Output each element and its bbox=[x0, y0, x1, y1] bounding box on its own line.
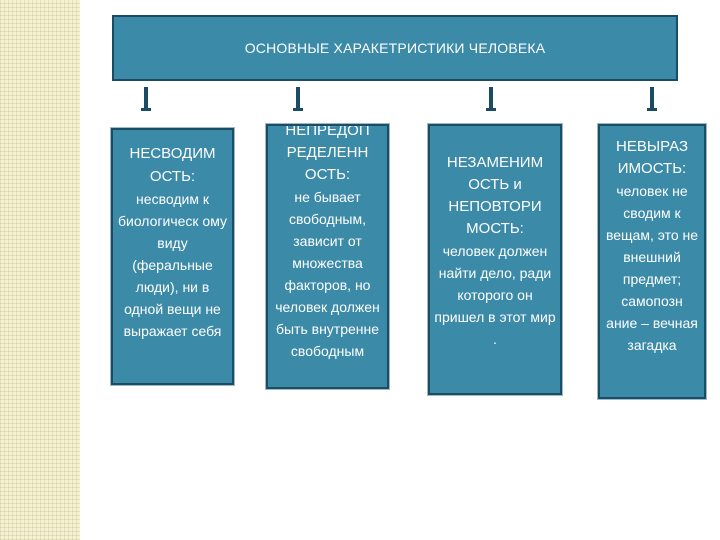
decorative-side-pattern bbox=[0, 0, 80, 540]
diagram-title-box bbox=[112, 15, 678, 81]
diagram-title: ОСНОВНЫЕ ХАРАКЕТРИСТИКИ ЧЕЛОВЕКА bbox=[244, 40, 546, 56]
card-text: человек должен найти дело, ради которого он пришел в этот мир . bbox=[434, 243, 556, 347]
card-text: не бывает свободным, зависит от множества факторов, но человек должен быть внутренне свободным bbox=[275, 189, 380, 359]
card-inexpressibility bbox=[598, 124, 706, 399]
card-text: несводим к биологическ ому виду (феральные люди), ни в одной вещи не выражает себя bbox=[117, 191, 228, 339]
connector-4 bbox=[650, 87, 654, 109]
card-heading: НЕСВОДИМ ОСТЬ: bbox=[129, 145, 216, 185]
connector-3 bbox=[489, 87, 493, 109]
card-indeterminacy bbox=[266, 124, 389, 389]
card-text: человек не сводим к вещам, это не внешний предмет; самопозн ание – вечная загадка bbox=[605, 183, 699, 353]
card-heading: НЕВЫРАЗ ИМОСТЬ: bbox=[615, 138, 689, 177]
card-heading: НЕПРЕДОП РЕДЕЛЕНН ОСТЬ: bbox=[285, 124, 370, 183]
connector-1 bbox=[144, 87, 148, 109]
card-irreplaceability bbox=[428, 124, 562, 395]
card-irreducibility bbox=[111, 128, 234, 385]
card-heading: НЕЗАМЕНИМ ОСТЬ и НЕПОВТОРИ МОСТЬ: bbox=[446, 154, 544, 237]
connector-2 bbox=[296, 87, 300, 109]
